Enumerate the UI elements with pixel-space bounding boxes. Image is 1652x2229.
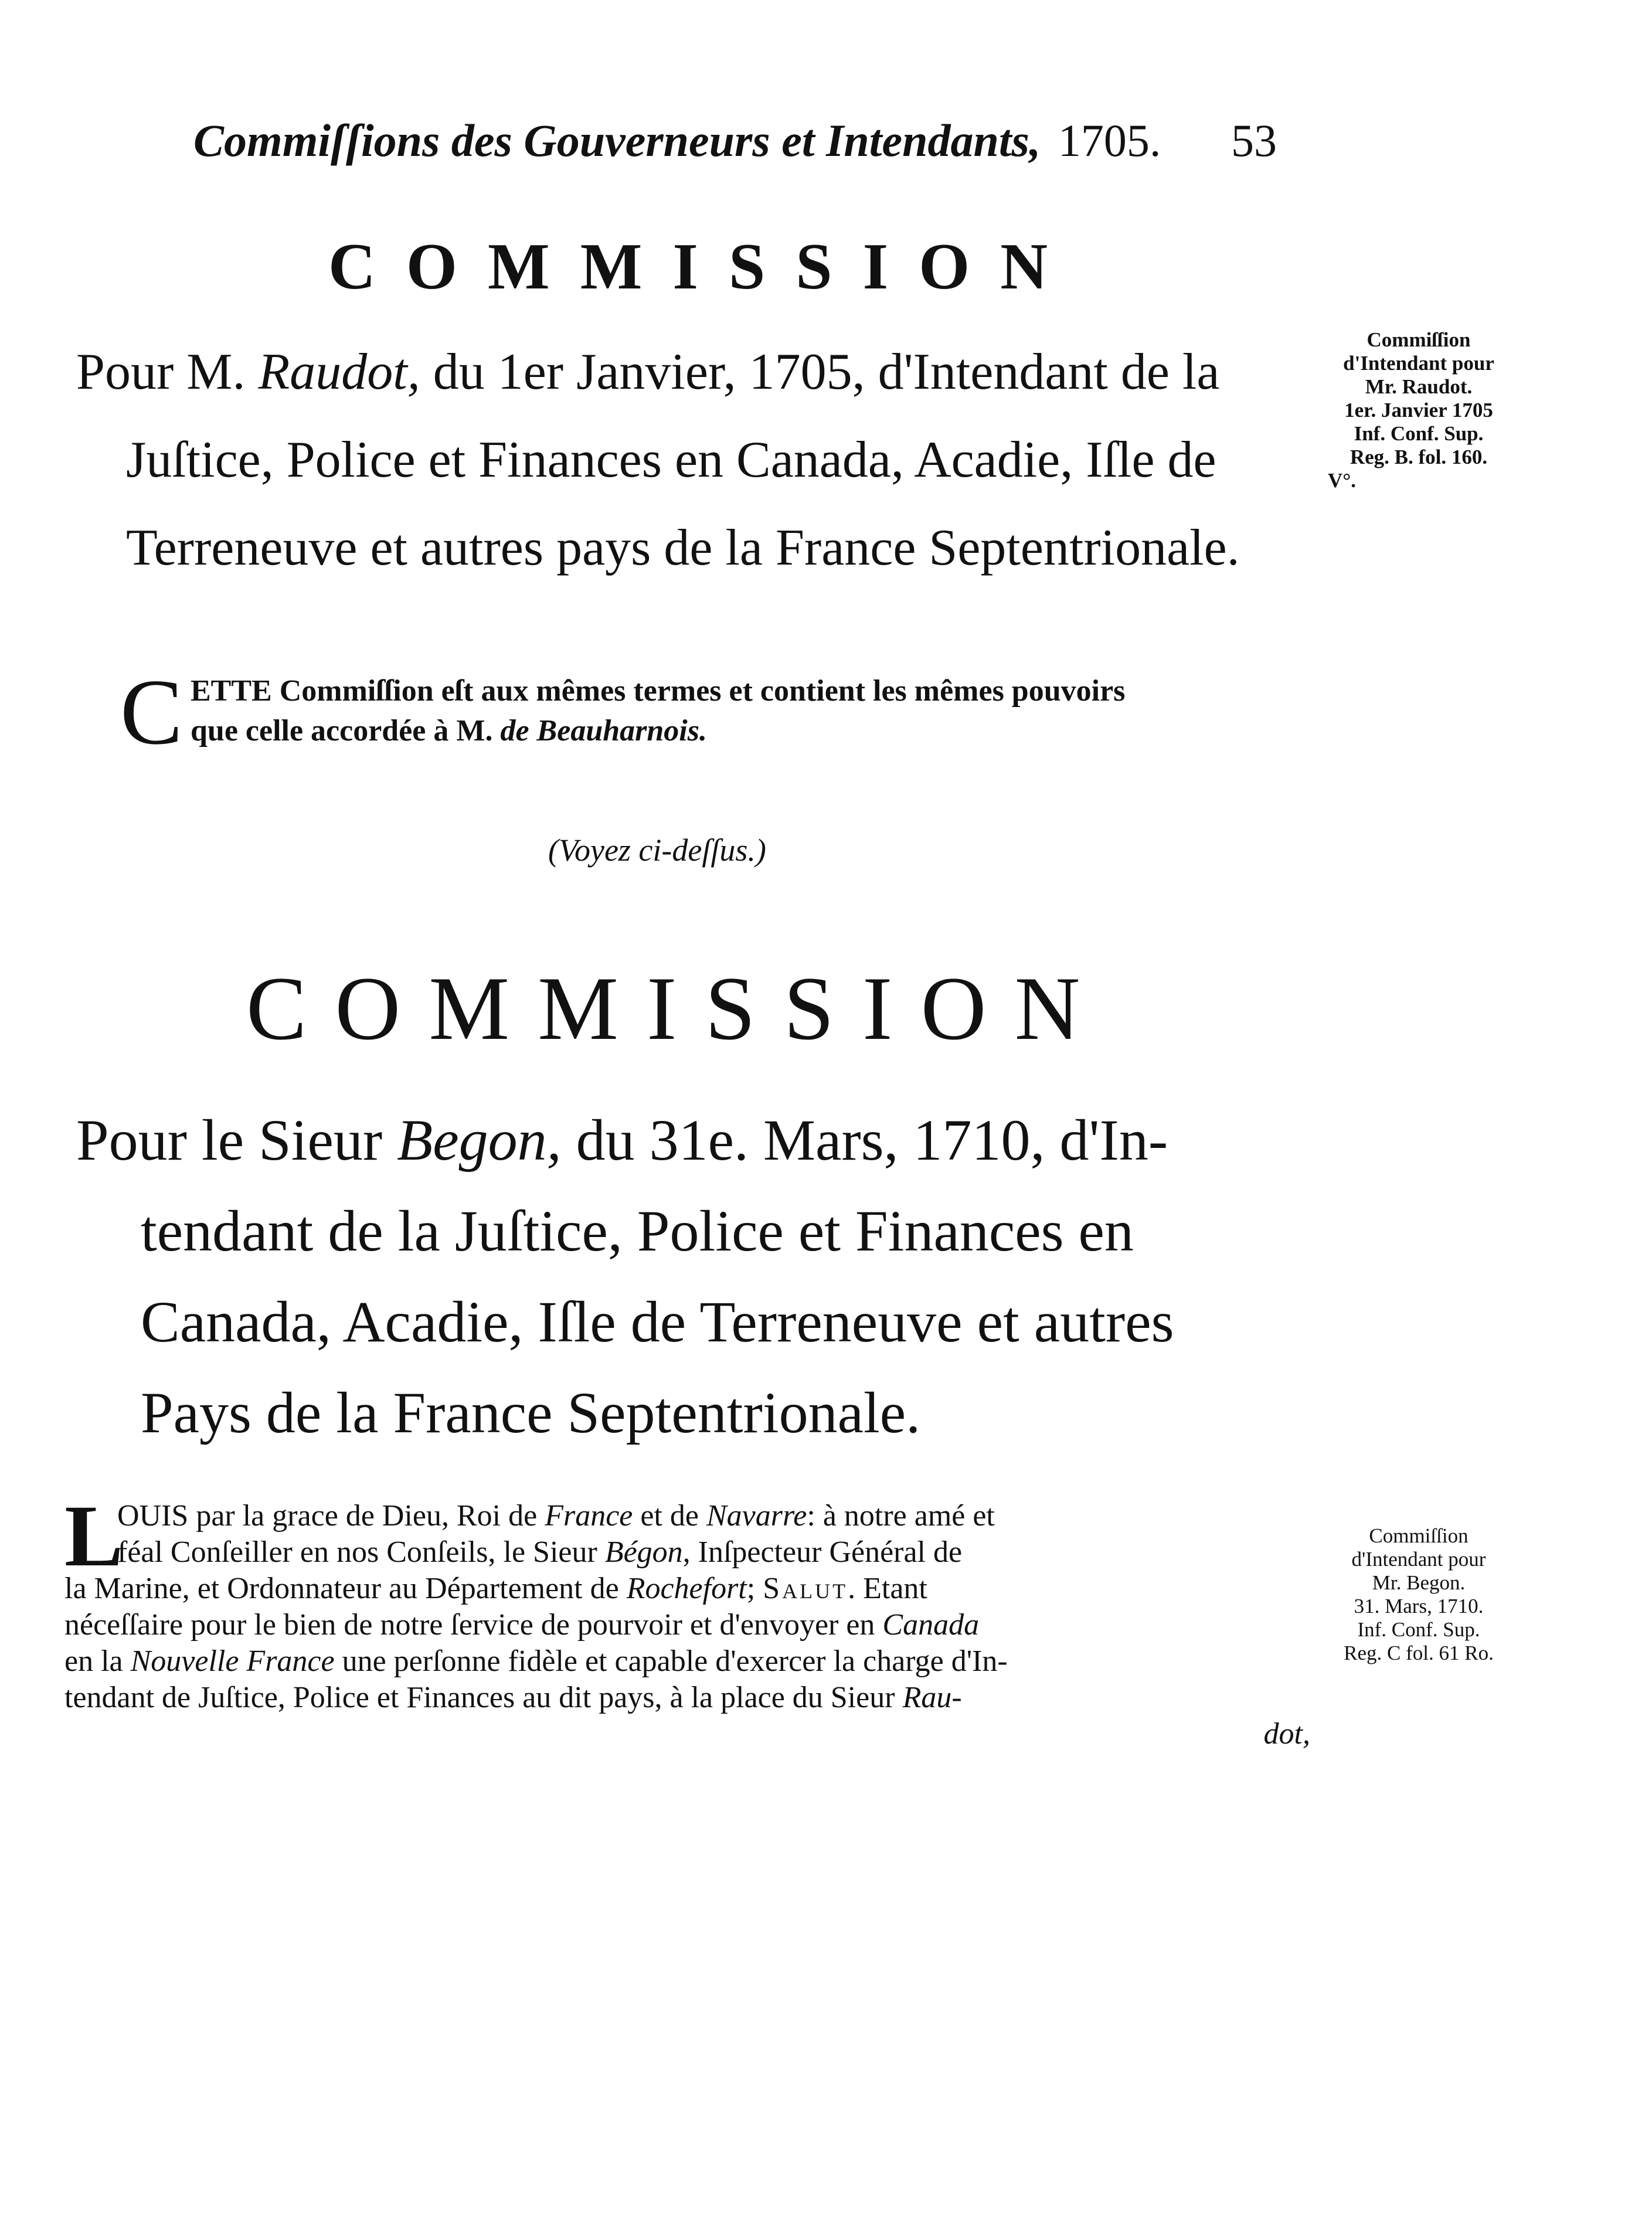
beauharnois-name: de Beauharnois. — [500, 714, 707, 747]
raudot-title-line-2: Juſtice, Police et Finances en Canada, Acadie, Iſle de — [126, 431, 1216, 488]
text-run: Nouvelle France — [130, 1644, 335, 1678]
text-run: féal Conſeiller en nos Conſeils, le Sieur — [117, 1535, 605, 1569]
margin-note-line: Reg. B. fol. 160. — [1350, 446, 1488, 468]
text-run: Canada — [882, 1608, 980, 1642]
drop-cap-l: L — [64, 1487, 124, 1585]
raudot-title-line-1a: Pour M. — [76, 344, 259, 400]
margin-note-raudot — [1322, 328, 1515, 492]
text-run: la Marine, et Ordonnateur au Département de — [64, 1572, 627, 1605]
begon-paragraph-line-1 — [64, 1498, 1319, 1534]
text-run: Rau- — [902, 1681, 962, 1714]
page-number: 53 — [1231, 115, 1277, 166]
begon-title-line-2: tendant de la Juſtice, Police et Finances en — [141, 1198, 1134, 1263]
text-run: ; — [746, 1572, 763, 1605]
running-head-year: 1705. — [1058, 115, 1161, 166]
begon-title-line-4: Pays de la France Septentrionale. — [141, 1380, 921, 1445]
running-head-title: Commiſſions des Gouverneurs et Intendants, — [193, 115, 1041, 166]
begon-title-line-1 — [76, 1096, 1168, 1184]
text-run: : à notre amé et — [807, 1499, 995, 1533]
raudot-title-line-3: Terreneuve et autres pays de la France Septentrionale. — [126, 519, 1240, 576]
begon-paragraph — [64, 1487, 1319, 1752]
commission-heading-raudot: COMMISSION — [328, 230, 1079, 303]
margin-note-line: Mr. Begon. — [1372, 1571, 1466, 1594]
raudot-paragraph — [120, 660, 1322, 764]
text-run: Salut — [763, 1572, 848, 1605]
raudot-paragraph-line-2 — [126, 711, 1322, 751]
margin-note-line: d'Intendant pour — [1351, 1548, 1486, 1571]
raudot-name: Raudot, — [258, 344, 420, 400]
margin-note-line: d'Intendant pour — [1343, 352, 1494, 375]
begon-paragraph-line-2 — [64, 1534, 1319, 1571]
begon-paragraph-line-6 — [64, 1680, 1319, 1716]
text-run: . Etant — [848, 1572, 927, 1605]
begon-paragraph-line-7: dot, — [1263, 1717, 1310, 1751]
begon-title-line-1a: Pour le Sieur — [76, 1107, 397, 1173]
text-run: néceſſaire pour le bien de notre ſervice de pourvoir et d'envoyer en — [64, 1608, 883, 1642]
see-above-note: (Voyez ci-deſſus.) — [548, 833, 766, 868]
text-run: Bégon — [604, 1535, 683, 1569]
text-run: et de — [633, 1499, 706, 1533]
commission-heading-begon: COMMISSION — [246, 958, 1109, 1059]
margin-note-line: V°. — [1328, 469, 1357, 492]
margin-note-begon — [1322, 1524, 1515, 1665]
begon-paragraph-line-4 — [64, 1607, 1319, 1643]
raudot-paragraph-line-1: ETTE Commiſſion eſt aux mêmes termes et contient les mêmes pouvoirs — [191, 674, 1126, 708]
margin-note-line: Inf. Conf. Sup. — [1354, 422, 1484, 445]
text-run: OUIS par la grace de Dieu, Roi de — [117, 1499, 545, 1533]
running-head — [193, 108, 1307, 173]
margin-note-line: Reg. C fol. 61 Ro. — [1344, 1642, 1494, 1664]
text-run: en la — [64, 1644, 131, 1678]
text-run: tendant de Juſtice, Police et Finances au dit pays, à la place du Sieur — [64, 1681, 903, 1714]
begon-paragraph-line-3 — [64, 1571, 1319, 1607]
text-run: Navarre — [706, 1499, 807, 1533]
margin-note-line: 31. Mars, 1710. — [1354, 1595, 1484, 1618]
text-run: Rochefort — [626, 1572, 747, 1605]
text-run: France — [545, 1499, 633, 1533]
begon-title-line-1c: du 31e. Mars, 1710, d'In- — [561, 1107, 1168, 1173]
raudot-paragraph-line-2a: que celle accordée à M. — [191, 714, 501, 747]
text-run: , Inſpecteur Général de — [682, 1535, 963, 1569]
margin-note-line: Commiſſion — [1367, 328, 1471, 351]
margin-note-line: Commiſſion — [1369, 1524, 1469, 1547]
begon-paragraph-line-5 — [64, 1643, 1319, 1680]
margin-note-line: Inf. Conf. Sup. — [1357, 1618, 1480, 1641]
raudot-title-line-1 — [76, 334, 1219, 410]
raudot-title-line-1c: du 1er Janvier, 1705, d'Intendant de la — [420, 344, 1220, 400]
drop-cap-c: C — [120, 660, 183, 764]
text-run: une perſonne fidèle et capable d'exercer la charge d'In- — [334, 1644, 1008, 1678]
margin-note-line: 1er. Janvier 1705 — [1344, 399, 1493, 422]
begon-name: Begon, — [397, 1107, 562, 1173]
margin-note-line: Mr. Raudot. — [1365, 375, 1473, 398]
begon-title-line-3: Canada, Acadie, Iſle de Terreneuve et autres — [141, 1289, 1174, 1354]
